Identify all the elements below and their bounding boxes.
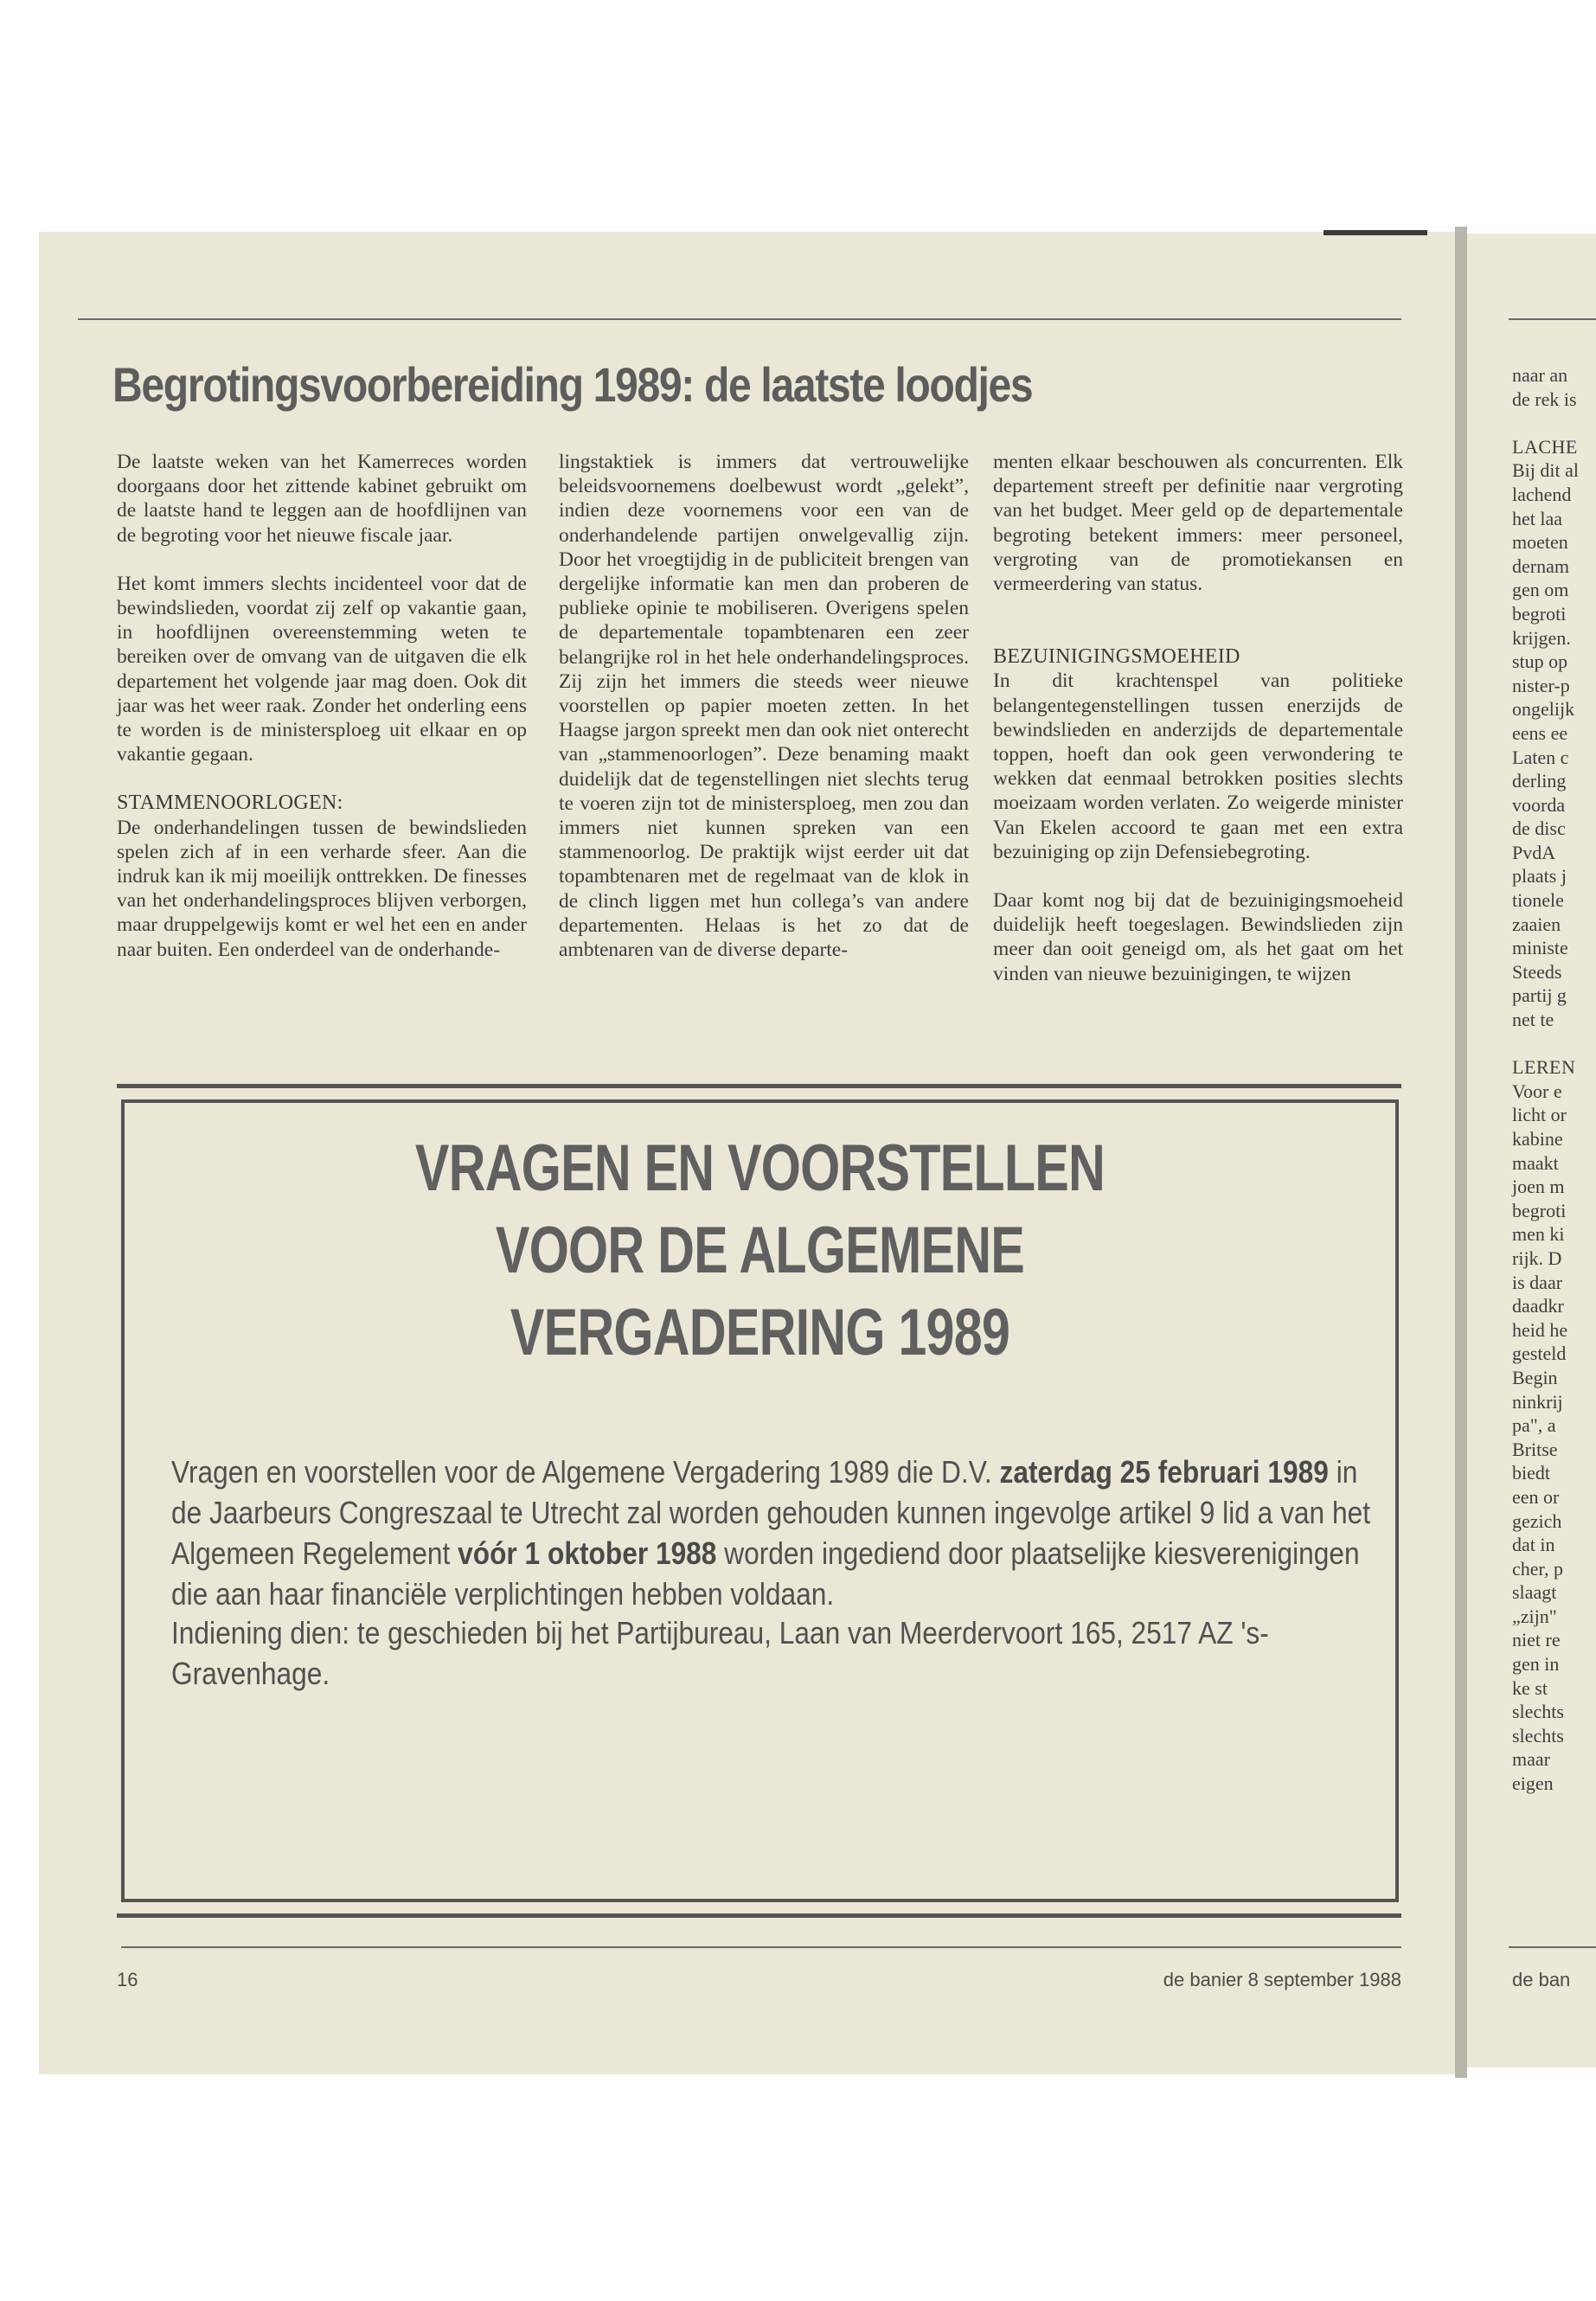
next-page-line: Bij dit al (1512, 459, 1579, 482)
next-page-line: LACHE (1512, 435, 1578, 458)
next-page-line: is daar (1512, 1271, 1563, 1293)
next-page-rule (1509, 318, 1596, 320)
next-page-line: rijk. D (1512, 1247, 1562, 1269)
next-page-line: licht or (1512, 1104, 1567, 1126)
next-page-line: cher, p (1512, 1557, 1563, 1580)
next-page-line: ke st (1512, 1676, 1548, 1699)
next-page-line: eigen (1512, 1772, 1554, 1795)
next-page-line: slechts (1512, 1724, 1564, 1747)
next-page-line: dernam (1512, 554, 1569, 577)
paragraph: lingstaktiek is immers dat vertrouwelijke beleidsvoornemens doelbewust wordt „gelekt”, indien deze voornemens voor een van de onderhandelende partijen onwelgevallig zijn. Door het vroegtijdig in de publiciteit brengen van dergelijke informatie kan men dan proberen de publieke opinie te mobiliseren. Overigens spelen de departementale topambtenaren een zeer belangrijke rol in het hele onderhandelingsproces. Zij zijn het immers die steeds weer nieuwe voorstellen op papier moeten zetten. In het Haagse jargon spreekt men dan ook niet onterecht van „stammenoorlogen”. Deze benaming maakt duidelijk dat de tegenstellingen niet slechts terug te voeren zijn tot de ministersploeg, men zou dan immers niet kunnen spreken van een stammenoorlog. De praktijk wijst eerder uit dat topambtenaren met de regelmaat van de klok in de clinch liggen met hun collega’s van andere departementen. Helaas is het zo dat de ambtenaren van de diverse departe- (559, 451, 969, 962)
paragraph: Het komt immers slechts incidenteel voor dat de bewindslieden, voordat zij zelf op vakantie gaan, in hoofdlijnen overeenstemming weten te bereiken over de omvang van de uitgaven die elk departement het volgende jaar mag doen. Ook dit jaar was het weer raak. Zonder het onderling eens te worden is de ministersploeg uit elkaar en op vakantie gegaan. (117, 572, 527, 766)
next-page-line: daadkr (1512, 1295, 1564, 1317)
next-page-line: maar (1512, 1748, 1550, 1771)
paragraph: De laatste weken van het Kamerreces worden doorgaans door het zittende kabinet gebruikt om de laatste hand te leggen aan de hoofdlijnen van de begroting voor het nieuwe fiscale jaar. (117, 451, 527, 547)
announcement-title (121, 1127, 1399, 1374)
next-page-line: lachend (1512, 483, 1572, 505)
ad-bottom-rule (117, 1913, 1401, 1918)
next-page-line: „zijn" (1512, 1605, 1557, 1627)
next-page-line: ongelijk (1512, 698, 1575, 721)
next-page-line: plaats j (1512, 865, 1567, 888)
next-page-line: kabine (1512, 1128, 1563, 1150)
paragraph: De onderhandelingen tussen de bewindslieden spelen zich af in een verharde sfeer. Aan die indruk kan ik mij moeilijk onttrekken. De finesses van het onderhandelingsproces blijven verborgen, maar druppelgewijs komt er wel het een en ander naar buiten. Een onderdeel van de onderhande- (117, 816, 527, 961)
next-page-line: derling (1512, 770, 1567, 792)
next-page-text (1512, 363, 1579, 1796)
next-page-footer: de ban (1512, 1969, 1571, 1990)
next-page-line: krijgen. (1512, 626, 1571, 649)
next-page-line: joen m (1512, 1176, 1565, 1198)
next-page-line: naar an (1512, 364, 1568, 386)
next-page-line: niet re (1512, 1629, 1561, 1651)
next-page-line (1512, 411, 1579, 435)
page-binding (1455, 227, 1467, 2078)
article-column-3 (993, 450, 1403, 986)
announcement-title-line: VERGADERING 1989 (510, 1296, 1010, 1369)
next-page-line: biedt (1512, 1462, 1550, 1484)
header-rule (78, 318, 1401, 320)
next-page-line: voorda (1512, 793, 1566, 816)
next-page-line: LEREN (1512, 1056, 1576, 1079)
next-page-footer-rule (1509, 1946, 1596, 1948)
next-page-line: nister-p (1512, 674, 1570, 696)
page-number: 16 (117, 1969, 138, 1990)
article-column-2 (559, 450, 969, 962)
next-page-line: slaagt (1512, 1581, 1557, 1604)
next-page-line: moeten (1512, 531, 1568, 554)
next-page-line: stup op (1512, 651, 1568, 673)
next-page-line: gezich (1512, 1509, 1562, 1532)
next-page-line: zaaien (1512, 913, 1561, 935)
article-headline: Begrotingsvoorbereiding 1989: de laatste loodjes (112, 357, 1033, 412)
next-page-line: partij g (1512, 984, 1567, 1007)
next-page-line: pa", a (1512, 1414, 1556, 1437)
article-column-1 (117, 450, 527, 962)
next-page-line: begroti (1512, 602, 1567, 625)
next-page-line: men ki (1512, 1223, 1565, 1246)
paragraph: menten elkaar beschouwen als concurrenten. Elk departement streeft per definitie naar vergroting van het budget. Meer geld op de departementale begroting betekent immers: meer personeel, vergroting van de promotiekansen en vermeerdering van status. (993, 451, 1403, 596)
running-footer: de banier 8 september 1988 (1163, 1969, 1401, 1990)
next-page-line: ninkrij (1512, 1390, 1563, 1413)
ad-top-rule (117, 1084, 1401, 1088)
top-edge-mark (1324, 230, 1427, 235)
next-page-edge (1467, 234, 1596, 2067)
next-page-line: het laa (1512, 507, 1563, 529)
subheading: STAMMENOORLOGEN: (117, 792, 343, 815)
paragraph: Daar komt nog bij dat de bezuinigingsmoeheid duidelijk heeft toegeslagen. Bewindslieden zijn meer dan ooit geneigd om, als het gaat om het vinden van nieuwe bezuinigingen, te wijzen (993, 889, 1403, 985)
next-page-line: de disc (1512, 817, 1566, 840)
next-page-line: slechts (1512, 1701, 1564, 1723)
next-page-line: Laten c (1512, 746, 1569, 768)
next-page-line: tionele (1512, 889, 1564, 912)
next-page-line: dat in (1512, 1534, 1555, 1556)
next-page-line: eens ee (1512, 721, 1568, 744)
announcement-title-line: VOOR DE ALGEMENE (495, 1214, 1025, 1287)
announcement-body: Vragen en voorstellen voor de Algemene Vergadering 1989 die D.V. zaterdag 25 februari 1989 in de Jaarbeurs Congreszaal te Utrecht zal worden gehouden kunnen ingevolge artikel 9 lid a van het Algemeen Regelement vóór 1 oktober 1988 worden ingediend door plaatselijke kiesverenigingen die aan haar financiële verplichtingen hebben voldaan. (171, 1454, 1370, 1612)
next-page-line: Britse (1512, 1438, 1558, 1460)
next-page-line: een or (1512, 1485, 1560, 1508)
next-page-line: heid he (1512, 1318, 1568, 1341)
deadline-date: vóór 1 oktober 1988 (458, 1535, 717, 1571)
next-page-line (1512, 1032, 1579, 1056)
next-page-line: maakt (1512, 1151, 1559, 1174)
next-page-line: Begin (1512, 1366, 1558, 1388)
meeting-date: zaterdag 25 februari 1989 (999, 1454, 1329, 1490)
next-page-line: gesteld (1512, 1343, 1567, 1365)
next-page-line: Voor e (1512, 1080, 1562, 1102)
announcement-address: Indiening dien: te geschieden bij het Partijbureau, Laan van Meerdervoort 165, 2517 AZ 's-Gravenhage. (171, 1615, 1269, 1691)
subheading: BEZUINIGINGSMOEHEID (993, 645, 1240, 669)
next-page-line: net te (1512, 1009, 1554, 1031)
next-page-line: ministe (1512, 937, 1568, 959)
next-page-line: gen in (1512, 1653, 1560, 1676)
next-page-line: gen om (1512, 579, 1569, 601)
announcement-title-line: VRAGEN EN VOORSTELLEN (414, 1131, 1106, 1205)
next-page-line: begroti (1512, 1199, 1567, 1221)
next-page-line: Steeds (1512, 960, 1562, 983)
next-page-line: de rek is (1512, 388, 1577, 410)
paragraph: In dit krachtenspel van politieke belangentegenstellingen tussen enerzijds de bewindslieden en anderzijds de departementale toppen, hoeft dan ook geen verwondering te wekken dat eenmaal betrokken posities slechts moeizaam worden verlaten. Zo weigerde minister Van Ekelen accoord te gaan met een extra bezuiniging op zijn Defensiebegroting. (993, 670, 1403, 863)
footer-rule (121, 1946, 1401, 1948)
next-page-line: PvdA (1512, 841, 1556, 863)
